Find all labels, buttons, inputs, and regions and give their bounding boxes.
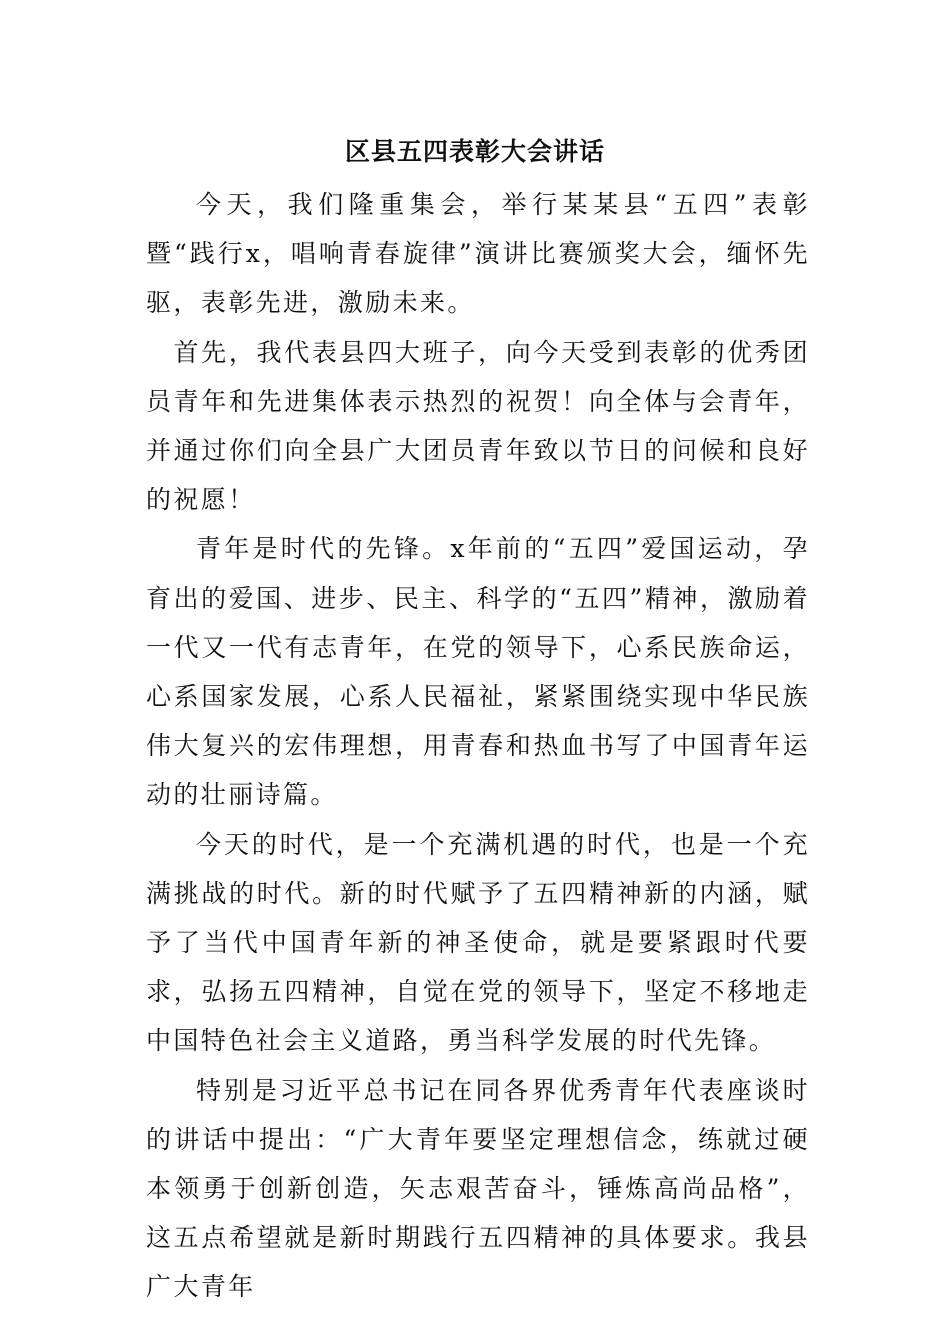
- paragraph-five-hopes: 特别是习近平总书记在同各界优秀青年代表座谈时的讲话中提出：“广大青年要坚定理想信念，练就过硬本领勇于创新创造，矢志艰苦奋斗，锤炼高尚品格”，这五点希望就是新时期践行五四精神的具体要求。我县广大青年: [146, 1075, 810, 1302]
- paragraph-youth-pioneers: 青年是时代的先锋。x年前的“五四”爱国运动，孕育出的爱国、进步、民主、科学的“五四”精神，激励着一代又一代有志青年，在党的领导下，心系民族命运，心系国家发展，心系人民福祉，紧紧围绕实现中华民族伟大复兴的宏伟理想，用青春和热血书写了中国青年运动的壮丽诗篇。: [146, 534, 810, 810]
- paragraph-opening: 今天，我们隆重集会，举行某某县“五四”表彰暨“践行x，唱响青春旋律”演讲比赛颁奖大会，缅怀先驱，表彰先进，激励未来。: [146, 190, 810, 318]
- paragraph-congratulations: 首先，我代表县四大班子，向今天受到表彰的优秀团员青年和先进集体表示热烈的祝贺！向全体与会青年，并通过你们向全县广大团员青年致以节日的问候和良好的祝愿！: [146, 337, 810, 515]
- paragraph-era-mission: 今天的时代，是一个充满机遇的时代，也是一个充满挑战的时代。新的时代赋予了五四精神新的内涵，赋予了当代中国青年新的神圣使命，就是要紧跟时代要求，弘扬五四精神，自觉在党的领导下，坚定不移地走中国特色社会主义道路，勇当科学发展的时代先锋。: [146, 829, 810, 1056]
- document-body: [146, 180, 810, 1312]
- document-title: 区县五四表彰大会讲话: [344, 137, 605, 166]
